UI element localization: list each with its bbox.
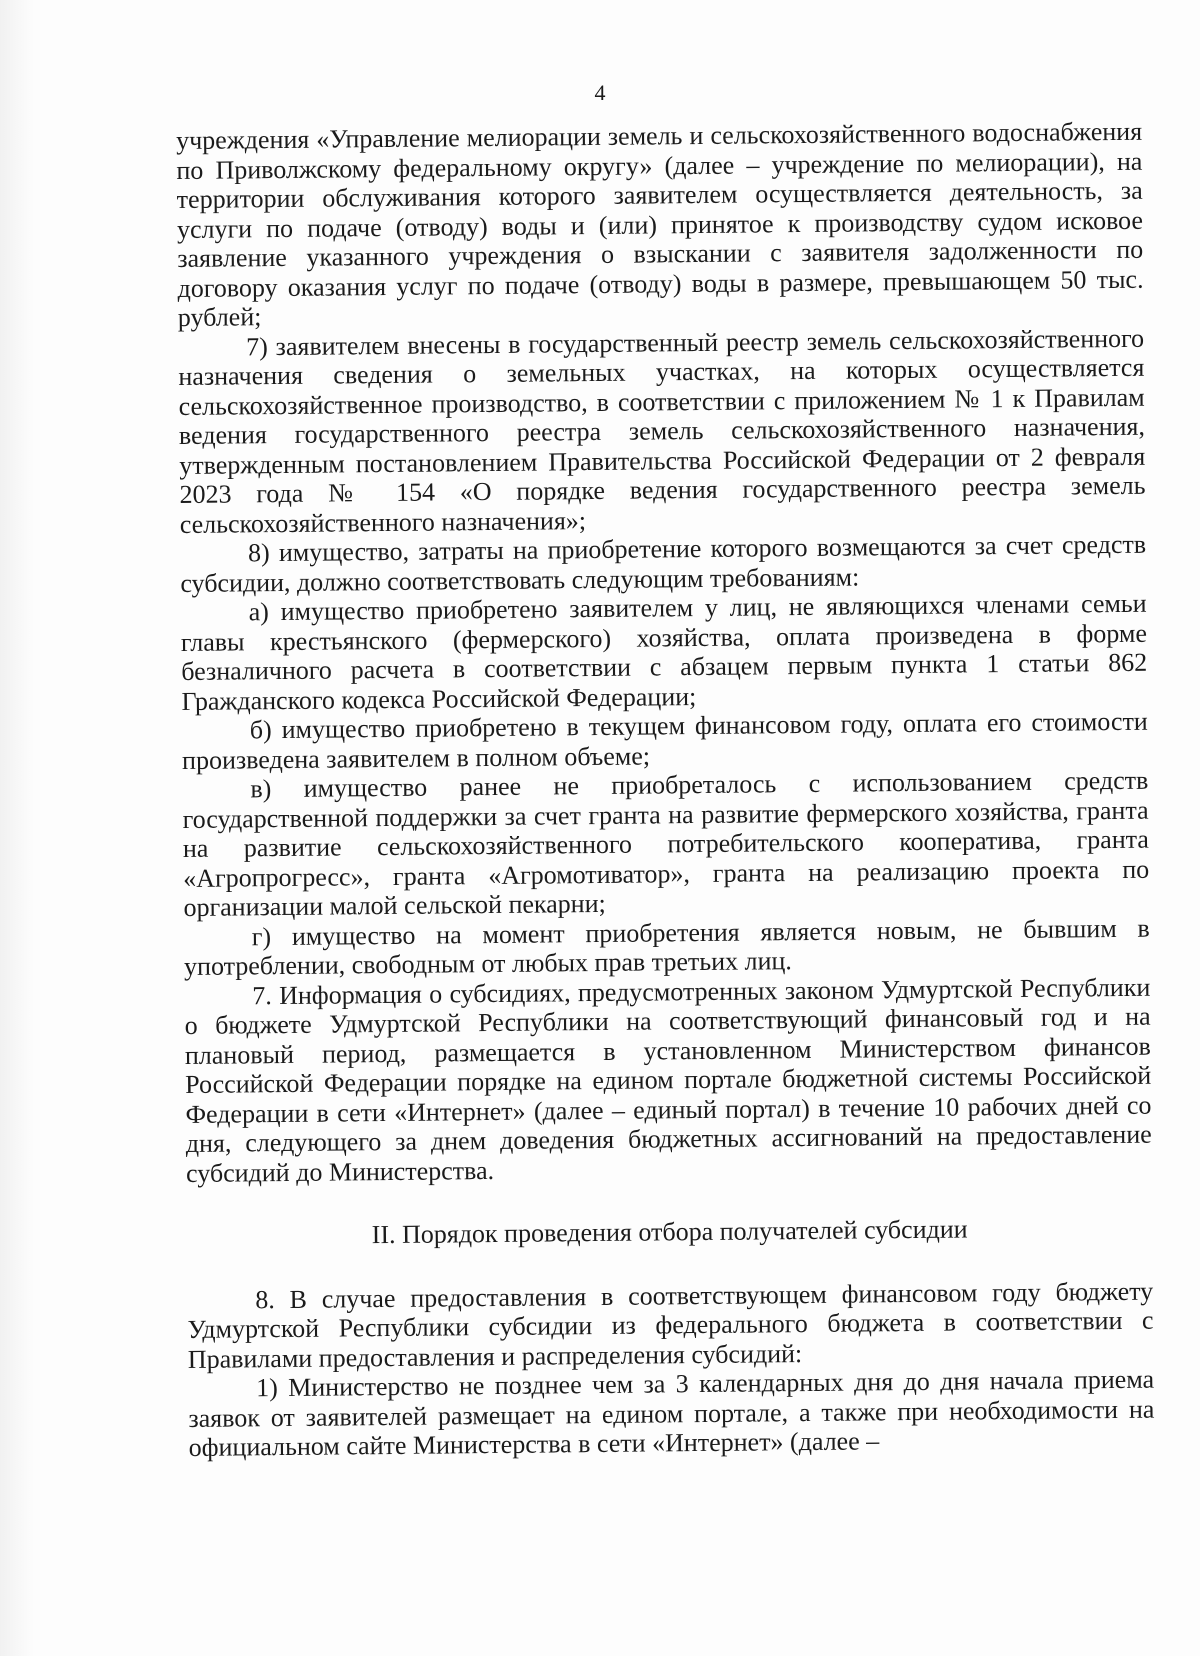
paragraph-subitem-b: б) имущество приобретено в текущем финансовом году, оплата его стоимости произведена заявителем в полном объеме;: [181, 706, 1148, 775]
section-heading: II. Порядок проведения отбора получателей субсидии: [371, 1214, 968, 1250]
paragraph-section-8: 8. В случае предоставления в соответствующем финансовом году бюджету Удмуртской Республики субсидии из федерального бюджета в соответствии с Правилами предоставления и распределения субсидий:: [187, 1276, 1154, 1374]
paragraph-subitem-v: в) имущество ранее не приобреталось с использованием средств государственной поддержки за счет гранта на развитие фермерского хозяйства, гранта на развитие сельскохозяйственного потребительского кооператива, гранта «Агропрогресс», гранта «Агромотиватор», гранта на реализацию проекта по организации малой сельской пекарни;: [182, 765, 1150, 922]
page-number: 4: [594, 80, 606, 105]
paragraph-item-8: 8) имущество, затраты на приобретение которого возмещаются за счет средств субсидии, должно соответствовать следующим требованиям:: [180, 529, 1147, 598]
scan-edge-shadow: [0, 0, 34, 1656]
paragraph-subitem-g: г) имущество на момент приобретения является новым, не бывшим в употреблении, свободным от любых прав третьих лиц.: [183, 913, 1150, 981]
paragraph-item-7: 7) заявителем внесены в государственный реестр земель сельскохозяйственного назначения сведения о земельных участках, на которых осуществляется сельскохозяйственное производство, в соответствии с приложением № 1 к Правилам ведения государственного реестра земель сельскохозяйственного назначения, утвержденным постановлением Правительства Российской Федерации от 2 февраля 2023 года № 154 «О порядке ведения государственного реестра земель сельскохозяйственного назначения»;: [178, 323, 1146, 539]
paragraph-section-8-item-1: 1) Министерство не позднее чем за 3 календарных дня до дня начала приема заявок от заявителей размещает на едином портале, а также при необходимости на официальном сайте Министерства в сети «Интернет» (далее –: [188, 1364, 1155, 1462]
paragraph-subitem-a: а) имущество приобретено заявителем у лиц, не являющихся членами семьи главы крестьянского (фермерского) хозяйства, оплата произведена в форме безналичного расчета в соответствии с абзацем первым пункта 1 статьи 862 Гражданского кодекса Российской Федерации;: [180, 588, 1148, 716]
paragraph-section-7: 7. Информация о субсидиях, предусмотренных законом Удмуртской Республики о бюджете Удмуртской Республики на соответствующий финансовый год и на плановый период, размещается в установленном Министерством финансов Российской Федерации порядке на едином портале бюджетной системы Российской Федерации в сети «Интернет» (далее – единый портал) в течение 10 рабочих дней со дня, следующего за днем доведения бюджетных ассигнований на предоставление субсидий до Министерства.: [184, 972, 1152, 1188]
document-body: [176, 117, 1155, 1463]
paragraph-continuation: учреждения «Управление мелиорации земель и сельскохозяйственного водоснабжения по Приволжскому федеральному округу» (далее – учреждение по мелиорации), на территории обслуживания которого заявителем осуществляется деятельность, за услуги по подаче (отводу) воды и (или) принятое к производству судом исковое заявление указанного учреждения о взыскании с заявителя задолженности по договору оказания услуг по подаче (отводу) воды в размере, превышающем 50 тыс. рублей;: [176, 116, 1144, 332]
